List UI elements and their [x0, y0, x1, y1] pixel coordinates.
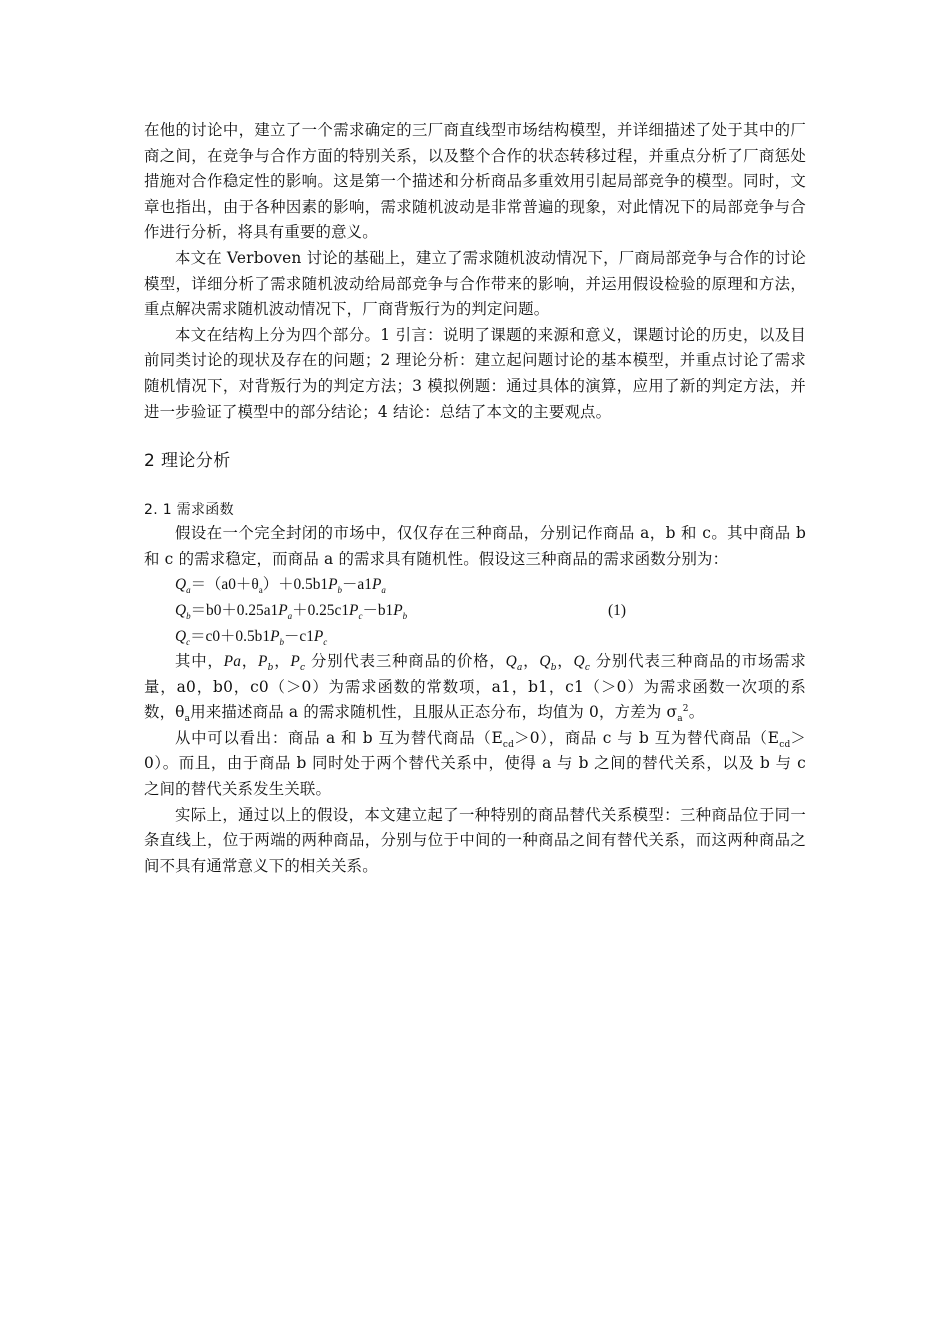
- section-heading: 2 理论分析: [144, 451, 231, 472]
- equation-number: (1): [608, 601, 626, 619]
- equation-qb: $Q_b=b0+0.25a1P_a+0.25c1P_c-b1P_b$ (1): [144, 598, 806, 624]
- variable-definition-paragraph: 其中，Pa，$P_b$，$P_c$ 分别代表三种商品的价格，$Q_a$，$Q_b$，$Q_c$ 分别代表三种商品的市场需求量，a0，b0，c0（＞0）为需求函数的常数项，a1，b1，c1（＞0）为需求函数一次项的系数，$\theta_a$用来描述商品 a 的需求随机性，且服从正态分布，均值为 0，方差为 $\sigma_a^2$。: [144, 652, 806, 725]
- demand-intro-paragraph: 假设在一个完全封闭的市场中，仅仅存在三种商品，分别记作商品 a，b 和 c。其中商品 b 和 c 的需求稳定，而商品 a 的需求具有随机性。假设这三种商品的需求函数分别为：: [144, 524, 806, 568]
- equation-qc: $Q_c=c0+0.5b1P_b-c1P_c$: [175, 627, 328, 647]
- subsection-heading: 2. 1 需求函数: [144, 502, 234, 519]
- equation-qa: $Q_a=(a0+\theta_a)+0.5b1P_b-a1P_a$: [175, 576, 386, 596]
- demand-equations: [144, 572, 806, 649]
- intro-paragraph-1: 在他的讨论中，建立了一个需求确定的三厂商直线型市场结构模型，并详细描述了处于其中的厂商之间，在竞争与合作方面的特别关系，以及整个合作的状态转移过程，并重点分析了厂商惩处措施对合作稳定性的影响。这是第一个描述和分析商品多重效用引起局部竞争的模型。同时，文章也指出，由于各种因素的影响，需求随机波动是非常普遍的现象，对此情况下的局部竞争与合作进行分析，将具有重要的意义。: [144, 121, 806, 242]
- document-page: [144, 118, 806, 879]
- intro-paragraph-2: 本文在 Verboven 讨论的基础上，建立了需求随机波动情况下，厂商局部竞争与合作的讨论模型，详细分析了需求随机波动给局部竞争与合作带来的影响，并运用假设检验的原理和方法，重点解决需求随机波动情况下，厂商背叛行为的判定问题。: [144, 248, 806, 319]
- intro-paragraph-3: 本文在结构上分为四个部分。1 引言：说明了课题的来源和意义，课题讨论的历史，以及目前同类讨论的现状及存在的问题；2 理论分析：建立起问题讨论的基本模型，并重点讨论了需求随机情况下，对背叛行为的判定方法；3 模拟例题：通过具体的演算，应用了新的判定方法，并进一步验证了模型中的部分结论；4 结论：总结了本文的主要观点。: [144, 325, 806, 421]
- model-summary-paragraph: 实际上，通过以上的假设，本文建立起了一种特别的商品替代关系模型：三种商品位于同一条直线上，位于两端的两种商品，分别与位于中间的一种商品之间有替代关系，而这两种商品之间不具有通常意义下的相关关系。: [144, 805, 806, 875]
- substitution-paragraph: 从中可以看出：商品 a 和 b 互为替代商品$(E_{cd}>0)$，商品 c 与 b 互为替代商品$(E_{cd}>0)$。而且，由于商品 b 同时处于两个替代关系中，使得 a 与 b 之间的替代关系，以及 b 与 c 之间的替代关系发生关联。: [144, 728, 806, 799]
